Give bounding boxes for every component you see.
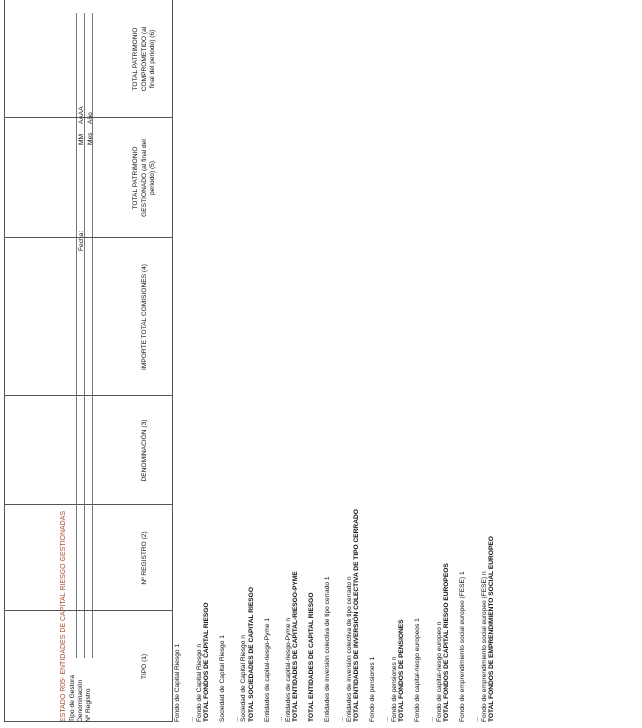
table-header-bottom-border	[172, 0, 173, 722]
table-top-border	[4, 0, 5, 722]
meta-registro: Nº Registro	[85, 688, 92, 722]
table-row: Sociedad de Capital Riesgo 1	[219, 635, 226, 722]
fecha-label: Fecha:	[78, 230, 85, 251]
col-header-registro: Nº REGISTRO (2)	[140, 531, 148, 585]
table-row: Fondo de pensiones n	[391, 656, 398, 722]
fecha-anio-label: Año	[87, 112, 94, 124]
table-row: Fondo de capital-riesgo europeo n	[436, 621, 443, 722]
meta-line-3	[92, 13, 93, 658]
col-header-comisiones: IMPORTE TOTAL COMISIONES (4)	[140, 264, 148, 370]
meta-line-1	[76, 13, 77, 658]
col-header-denominacion: DENOMINACIÓN (3)	[140, 419, 148, 482]
table-row: ...	[277, 716, 284, 722]
table-total-row: TOTAL FONDOS DE EMPRENDIMIENTO SOCIAL EUROPEO	[488, 536, 495, 722]
table-row: Fondo de emprendimiento social europeo (FESE) 1	[459, 571, 466, 722]
col-header-patrimonio-comprometido: TOTAL PATRIMONIO COMPROMETIDO (al final del periodo) (6)	[132, 26, 157, 92]
form-title: ESTADO R05- ENTIDADES DE CAPITAL RIESGO GESTIONADAS	[60, 510, 67, 722]
table-row: Fondo de capital-riesgo europeos 1	[414, 618, 421, 722]
table-total-row: TOTAL ENTIDADES DE CAPITAL RIESGO	[308, 592, 315, 722]
table-row: ...	[383, 716, 390, 722]
col-header-patrimonio-gestionado: TOTAL PATRIMONIO GESTIONADO (al final del periodo) (5)	[132, 139, 157, 217]
table-row: Entidades de capital-riesgo-Pyme 1	[264, 617, 271, 722]
fecha-mes-label: Mes	[87, 132, 94, 145]
table-row: Entidades de capital-riesgo-Pyme n	[285, 617, 292, 722]
table-row: Fondo de emprendimiento social europeo (FESE) n	[481, 571, 488, 722]
table-row: ...	[473, 716, 480, 722]
meta-tipo-gestora: Tipo de Gestora	[69, 674, 76, 722]
table-row: ...	[188, 716, 195, 722]
fecha-anio-value: AAAA	[78, 106, 85, 124]
table-row: Sociedad de Capital Riesgo n	[240, 635, 247, 722]
table-total-row: TOTAL ENTIDADES DE CAPITAL-RIESGO-PYME	[292, 571, 299, 722]
table-total-row: TOTAL SOCIEDADES DE CAPITAL RIESGO	[248, 587, 255, 722]
table-total-row: TOTAL FONDOS DE PENSIONES	[398, 619, 405, 722]
meta-denominacion: Denominación	[77, 679, 84, 722]
fecha-mes-value: MM	[78, 134, 85, 145]
table-row: Fondo de Capital Riesgo 1	[174, 643, 181, 722]
table-row: Fondo de pensiones 1	[369, 656, 376, 722]
table-total-row: TOTAL ENTIDADES DE INVERSIÓN COLECTIVA DE TIPO CERRADO	[353, 509, 360, 722]
table-total-row: TOTAL FONDOS DE CAPITAL RIESGO	[203, 602, 210, 722]
table-row: ...	[233, 716, 240, 722]
table-row: ...	[338, 716, 345, 722]
table-total-row: TOTAL FONDOS DE CAPITAL RIESGO EUROPEOS	[443, 563, 450, 722]
table-row: Fondo de Capital Riesgo n	[196, 643, 203, 722]
table-row: Entidades de inversión colectiva de tipo cerrado 1	[324, 576, 331, 722]
table-row: Entidades de inversión colectiva de tipo cerrado n	[346, 576, 353, 722]
table-row: ...	[428, 716, 435, 722]
col-header-tipo: TIPO (1)	[140, 653, 148, 680]
